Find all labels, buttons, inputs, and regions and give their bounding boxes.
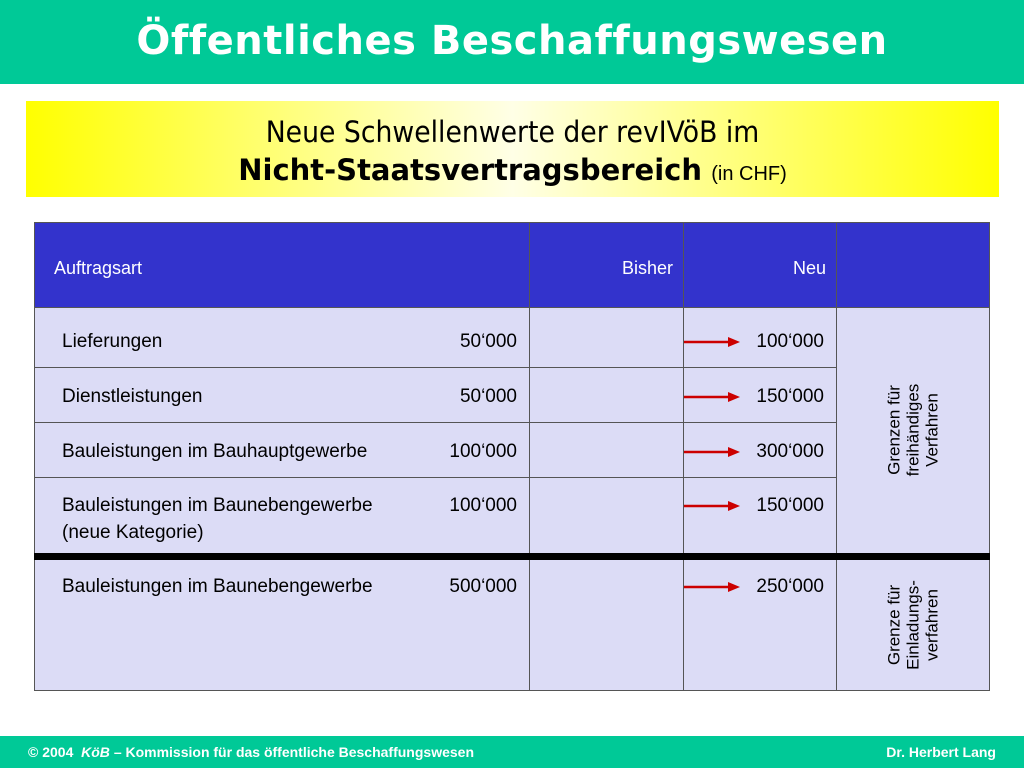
row-value-neu: 300‘000 [756, 441, 824, 462]
header-cell-blank [836, 222, 990, 307]
section-divider [34, 553, 990, 560]
footer-author: Dr. Herbert Lang [886, 744, 996, 760]
footer-copyright: © 2004 [28, 744, 74, 760]
arrow-right-icon [684, 391, 740, 403]
column-header-label: Neu [792, 258, 826, 278]
table-border [34, 307, 990, 308]
table-border [34, 222, 35, 691]
subtitle-banner [26, 101, 999, 197]
column-header-label: Auftragsart [54, 258, 143, 278]
table-border [34, 367, 836, 368]
table-border [34, 477, 836, 478]
row-value-bisher: 50‘000 [459, 331, 517, 352]
footer-credits [28, 744, 474, 760]
group-label-line: freihändiges [903, 383, 923, 477]
group-label-line: Einladungs- [903, 580, 923, 670]
table-border [529, 222, 530, 691]
group-label-line: Verfahren [922, 393, 942, 467]
row-value-bisher: 100‘000 [449, 495, 517, 516]
table-row [34, 560, 836, 691]
header-cell-auftragsart [34, 222, 529, 307]
banner-unit-text: (in CHF) [711, 163, 787, 185]
table-border [34, 222, 990, 223]
table-row [34, 307, 836, 367]
row-value-neu: 250‘000 [756, 576, 824, 597]
column-header-label: Bisher [621, 258, 673, 278]
row-value-bisher: 100‘000 [449, 441, 517, 462]
arrow-right-icon [684, 336, 740, 348]
row-label-note: (neue Kategorie) [62, 522, 204, 543]
banner-strong-text: Nicht-Staatsvertragsbereich [238, 153, 702, 187]
row-value-neu: 100‘000 [756, 331, 824, 352]
arrow-right-icon [684, 446, 740, 458]
slide-title: Öffentliches Beschaffungswesen [136, 18, 888, 64]
group-label-line: Grenzen für [884, 385, 904, 475]
banner-line-2 [26, 153, 999, 187]
group-label-einladung [885, 580, 942, 670]
banner-line-1: Neue Schwellenwerte der revIVöB im [265, 115, 760, 149]
table-row [34, 367, 836, 422]
table-border [34, 690, 990, 691]
table-border [836, 222, 837, 691]
row-value-bisher: 500‘000 [449, 576, 517, 597]
group-label-line: Grenze für [884, 584, 904, 666]
slide-header [0, 0, 1024, 84]
table-border [34, 422, 836, 423]
arrow-right-icon [684, 581, 740, 593]
group-label-line: verfahren [922, 589, 942, 661]
arrow-right-icon [684, 500, 740, 512]
table-row [34, 422, 836, 477]
row-value-neu: 150‘000 [756, 386, 824, 407]
row-value-neu: 150‘000 [756, 495, 824, 516]
table-border [989, 222, 990, 691]
row-value-bisher: 50‘000 [459, 386, 517, 407]
row-label: Lieferungen [62, 331, 163, 352]
group-label-freihaendig [885, 384, 942, 477]
footer-text: – Kommission für das öffentliche Beschaffungswesen [113, 744, 474, 760]
group-cell-freihaendig [836, 307, 990, 553]
row-label: Bauleistungen im Baunebengewerbe [62, 576, 373, 597]
row-label: Bauleistungen im Baunebengewerbe [62, 495, 373, 516]
table-row [34, 477, 836, 553]
row-label: Bauleistungen im Bauhauptgewerbe [62, 441, 368, 462]
thresholds-table [34, 222, 990, 691]
footer-brand: KöB [81, 744, 110, 760]
header-cell-bisher [529, 222, 683, 307]
row-label: Dienstleistungen [62, 386, 203, 407]
slide-footer [0, 736, 1024, 768]
table-border [683, 222, 684, 691]
header-cell-neu [683, 222, 836, 307]
group-cell-einladung [836, 560, 990, 691]
